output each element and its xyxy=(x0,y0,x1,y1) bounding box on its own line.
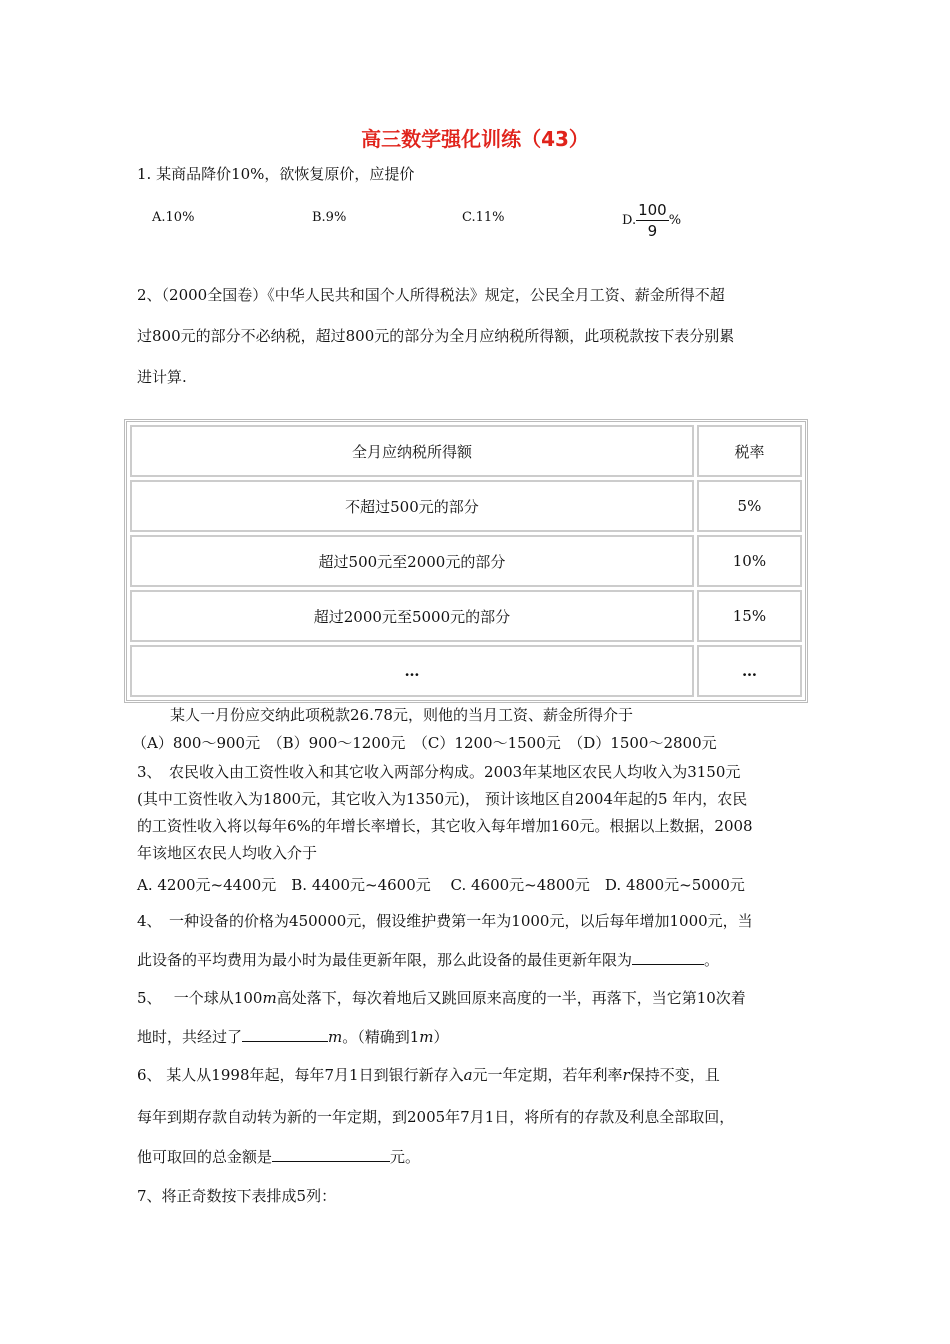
table-cell: … xyxy=(697,645,802,697)
q4-line-1: 4、 一种设备的价格为450000元，假设维护费第一年为1000元，以后每年增加1000元，当 xyxy=(137,912,753,930)
table-cell: 5% xyxy=(697,480,802,532)
table-header-cell: 税率 xyxy=(697,425,802,477)
q6-line-3-a: 他可取回的总金额是 xyxy=(137,1148,273,1166)
table-cell: 10% xyxy=(697,535,802,587)
table-cell: 15% xyxy=(697,590,802,642)
q1-option-d-suffix: % xyxy=(668,213,682,228)
q5-line-2-end: ） xyxy=(433,1028,449,1046)
q1-option-b: B.9% xyxy=(312,210,347,225)
var-a: a xyxy=(463,1066,473,1084)
q5-line-1-start: 5、 一个球从100 xyxy=(137,989,263,1007)
page-title: 高三数学强化训练（43） xyxy=(361,127,589,151)
q5-line-2 xyxy=(137,1026,449,1047)
q3-line-1: 3、 农民收入由工资性收入和其它收入两部分构成。2003年某地区农民人均收入为3150元 xyxy=(137,763,741,781)
q5-line-2-mid: 。（精确到1 xyxy=(342,1028,420,1046)
q6-line-1 xyxy=(137,1064,720,1085)
q3-line-2: (其中工资性收入为1800元，其它收入为1350元)， 预计该地区自2004年起的5 年内，农民 xyxy=(137,790,748,808)
unit-m: m xyxy=(419,1028,434,1046)
q4-line-2-end: 。 xyxy=(704,951,720,969)
answer-blank[interactable] xyxy=(272,1147,390,1162)
q6-line-3 xyxy=(137,1146,420,1167)
q6-line-1-b: 元一年定期，若年利率 xyxy=(472,1066,623,1084)
q4-line-2-text: 此设备的平均费用为最小时为最佳更新年限，那么此设备的最佳更新年限为 xyxy=(137,951,633,969)
unit-m: m xyxy=(262,989,277,1007)
table-row xyxy=(130,645,802,697)
q1-option-d xyxy=(622,202,681,239)
q6-line-2: 每年到期存款自动转为新的一年定期，到2005年7月1日，将所有的存款及利息全部取回， xyxy=(137,1108,735,1126)
q2-line-1: 2、（2000全国卷）《中华人民共和国个人所得税法》规定，公民全月工资、薪金所得不超 xyxy=(137,286,725,304)
q5-line-1-end: 高处落下，每次着地后又跳回原来高度的一半，再落下，当它第10次着 xyxy=(276,989,746,1007)
fraction-100-over-9 xyxy=(636,202,669,239)
q3-line-3: 的工资性收入将以每年6%的年增长率增长，其它收入每年增加160元。根据以上数据，2008 xyxy=(137,817,753,835)
q5-line-1 xyxy=(137,987,746,1008)
table-row xyxy=(130,535,802,587)
answer-blank[interactable] xyxy=(632,950,704,965)
unit-m: m xyxy=(328,1028,343,1046)
table-cell: … xyxy=(130,645,694,697)
q1-option-a: A.10% xyxy=(152,210,195,225)
table-row xyxy=(130,480,802,532)
q6-line-3-b: 元。 xyxy=(390,1148,421,1166)
q2-line-3: 进计算. xyxy=(137,368,187,386)
table-header-row xyxy=(130,425,802,477)
q3-options: A. 4200元~4400元 B. 4400元~4600元 C. 4600元~4800元 D. 4800元~5000元 xyxy=(137,876,745,894)
q6-line-1-c: 保持不变，且 xyxy=(629,1066,720,1084)
table-cell: 超过2000元至5000元的部分 xyxy=(130,590,694,642)
q2-line-2: 过800元的部分不必纳税，超过800元的部分为全月应纳税所得额，此项税款按下表分别累 xyxy=(137,327,735,345)
q2-after-text: 某人一月份应交纳此项税款26.78元，则他的当月工资、薪金所得介于 xyxy=(170,706,633,724)
q1-stem: 1. 某商品降价10%，欲恢复原价，应提价 xyxy=(137,165,415,183)
answer-blank[interactable] xyxy=(242,1027,328,1042)
table-header-cell: 全月应纳税所得额 xyxy=(130,425,694,477)
fraction-numerator: 100 xyxy=(638,201,667,219)
q1-option-d-prefix: D. xyxy=(622,213,637,228)
q7-stem: 7、将正奇数按下表排成5列： xyxy=(137,1187,337,1205)
q2-options: （A）800～900元 （B）900～1200元 （C）1200～1500元 （D）1500～2800元 xyxy=(132,734,717,752)
q4-line-2 xyxy=(137,949,719,970)
var-r: r xyxy=(622,1066,630,1084)
q1-option-c: C.11% xyxy=(462,210,505,225)
table-cell: 超过500元至2000元的部分 xyxy=(130,535,694,587)
fraction-denominator: 9 xyxy=(647,221,658,240)
q3-line-4: 年该地区农民人均收入介于 xyxy=(137,844,318,862)
table-row xyxy=(130,590,802,642)
q5-line-2-start: 地时，共经过了 xyxy=(137,1028,243,1046)
table-cell: 不超过500元的部分 xyxy=(130,480,694,532)
tax-rate-table xyxy=(124,419,808,703)
q6-line-1-a: 6、 某人从1998年起，每年7月1日到银行新存入 xyxy=(137,1066,464,1084)
